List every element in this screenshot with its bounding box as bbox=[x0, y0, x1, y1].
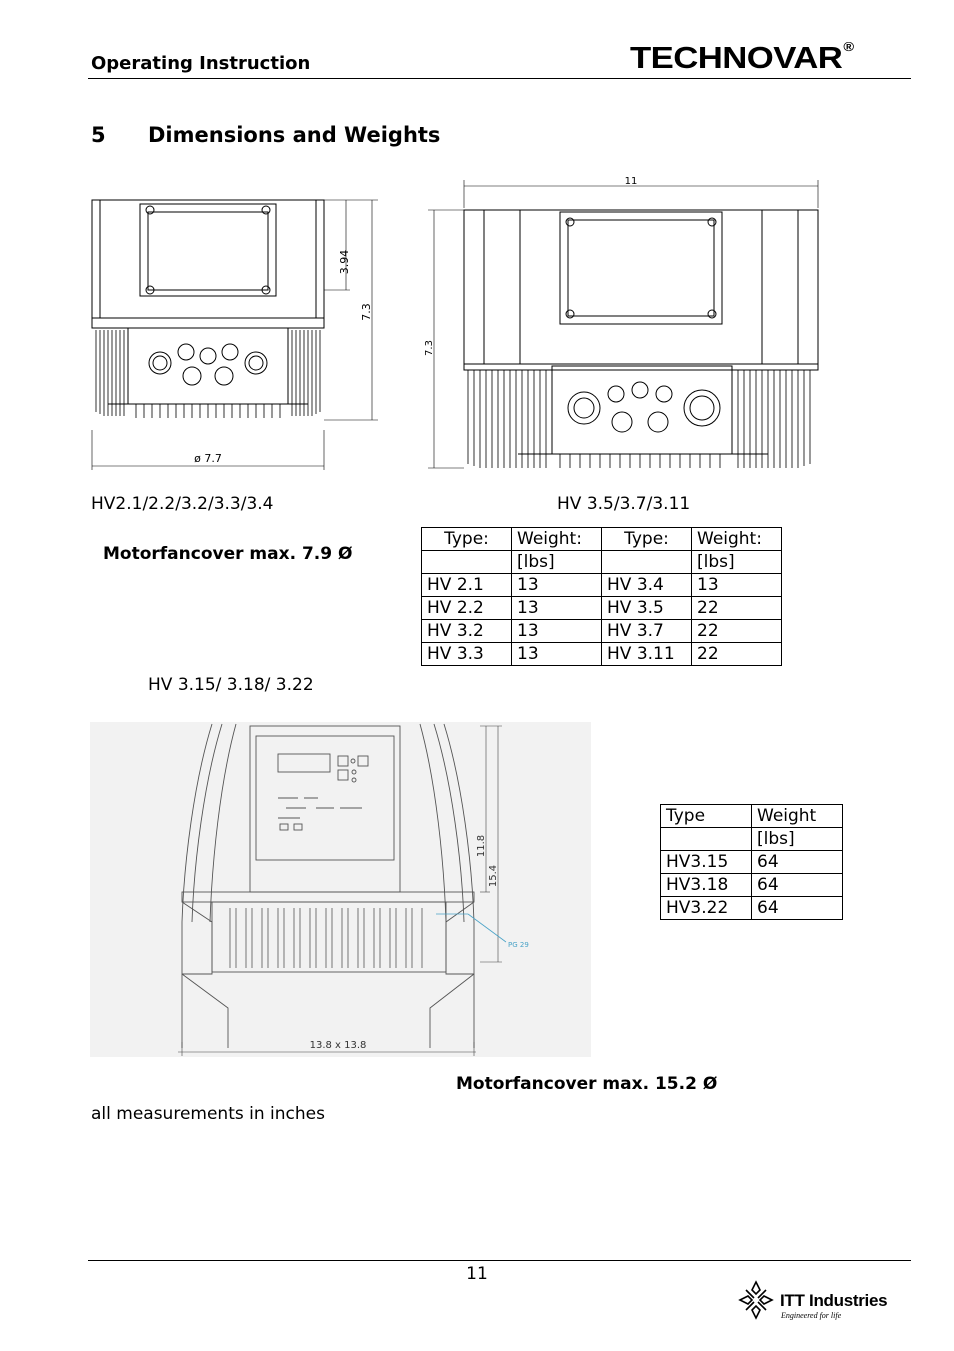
table-cell: HV 3.2 bbox=[422, 620, 512, 643]
units-note: all measurements in inches bbox=[91, 1104, 325, 1124]
table-cell: HV3.15 bbox=[661, 851, 752, 874]
table-cell: 13 bbox=[692, 574, 782, 597]
dim-height-a: 11.8 bbox=[476, 834, 487, 858]
running-header-title: Operating Instruction bbox=[91, 53, 311, 74]
models-label-c: HV 3.15/ 3.18/ 3.22 bbox=[148, 675, 314, 695]
table-row bbox=[422, 620, 782, 643]
dim-height: 7.3 bbox=[424, 340, 435, 356]
table-row bbox=[422, 574, 782, 597]
table-cell: HV3.22 bbox=[661, 897, 752, 920]
drawing-hv2-unit bbox=[88, 190, 388, 475]
dim-height-total: 7.3 bbox=[360, 303, 373, 321]
table-cell: HV 3.11 bbox=[602, 643, 692, 666]
page-number: 11 bbox=[466, 1264, 488, 1284]
dim-height-top: 3.94 bbox=[338, 249, 351, 275]
header-rule bbox=[88, 78, 911, 79]
table-cell: [lbs] bbox=[752, 828, 843, 851]
table-cell: HV 3.5 bbox=[602, 597, 692, 620]
table-cell: HV 3.7 bbox=[602, 620, 692, 643]
brand-name: TECHNOVAR bbox=[630, 40, 843, 75]
dim-callout: PG 29 bbox=[508, 941, 529, 949]
table-header-cell: Type: bbox=[602, 528, 692, 551]
table-header-cell: Weight bbox=[752, 805, 843, 828]
table-header-cell: Weight: bbox=[692, 528, 782, 551]
dim-height-b: 15.4 bbox=[488, 864, 499, 888]
table-row bbox=[661, 874, 843, 897]
footer-rule bbox=[88, 1260, 911, 1261]
table-cell: HV 2.1 bbox=[422, 574, 512, 597]
table-header-row bbox=[661, 805, 843, 828]
models-label-a: HV2.1/2.2/3.2/3.3/3.4 bbox=[91, 494, 274, 514]
table-header-cell: Weight: bbox=[512, 528, 602, 551]
table-header-cell: Type bbox=[661, 805, 752, 828]
table-row bbox=[422, 643, 782, 666]
registered-mark: ® bbox=[843, 38, 854, 54]
company-tagline: Engineered for life bbox=[781, 1311, 842, 1320]
dim-width: ø 7.7 bbox=[194, 452, 222, 465]
dim-width: 13.8 x 13.8 bbox=[309, 1040, 367, 1051]
table-cell: 13 bbox=[512, 574, 602, 597]
company-name: ITT Industries bbox=[780, 1291, 888, 1310]
table-header-row bbox=[422, 528, 782, 551]
table-units-row bbox=[661, 828, 843, 851]
itt-logo bbox=[736, 1280, 906, 1324]
table-cell: 22 bbox=[692, 643, 782, 666]
table-cell: 13 bbox=[512, 643, 602, 666]
table-cell: [lbs] bbox=[692, 551, 782, 574]
table-header-cell: Type: bbox=[422, 528, 512, 551]
table-cell: HV 3.4 bbox=[602, 574, 692, 597]
table-cell: 64 bbox=[752, 897, 843, 920]
section-title: Dimensions and Weights bbox=[148, 123, 441, 147]
table-cell: 22 bbox=[692, 597, 782, 620]
models-label-b: HV 3.5/3.7/3.11 bbox=[557, 494, 691, 514]
table-cell: 64 bbox=[752, 874, 843, 897]
fancover-label-c: Motorfancover max. 15.2 Ø bbox=[456, 1074, 718, 1094]
weight-table-small bbox=[421, 527, 782, 666]
table-row bbox=[661, 851, 843, 874]
drawing-hv3-15-unit bbox=[90, 722, 591, 1057]
table-units-row bbox=[422, 551, 782, 574]
table-cell bbox=[661, 828, 752, 851]
drawing-hv3-5-unit bbox=[418, 172, 828, 477]
table-cell: 13 bbox=[512, 620, 602, 643]
table-cell: HV 2.2 bbox=[422, 597, 512, 620]
table-cell bbox=[422, 551, 512, 574]
table-cell: 13 bbox=[512, 597, 602, 620]
table-row bbox=[661, 897, 843, 920]
itt-emblem-icon bbox=[736, 1280, 776, 1324]
table-cell: 22 bbox=[692, 620, 782, 643]
table-cell bbox=[602, 551, 692, 574]
weight-table-large bbox=[660, 804, 843, 920]
section-number: 5 bbox=[91, 123, 106, 147]
table-cell: [lbs] bbox=[512, 551, 602, 574]
table-cell: 64 bbox=[752, 851, 843, 874]
dim-width: 11 bbox=[624, 176, 638, 187]
table-cell: HV 3.3 bbox=[422, 643, 512, 666]
table-row bbox=[422, 597, 782, 620]
table-cell: HV3.18 bbox=[661, 874, 752, 897]
fancover-label-a: Motorfancover max. 7.9 Ø bbox=[103, 544, 353, 564]
technovar-logo bbox=[630, 40, 854, 76]
